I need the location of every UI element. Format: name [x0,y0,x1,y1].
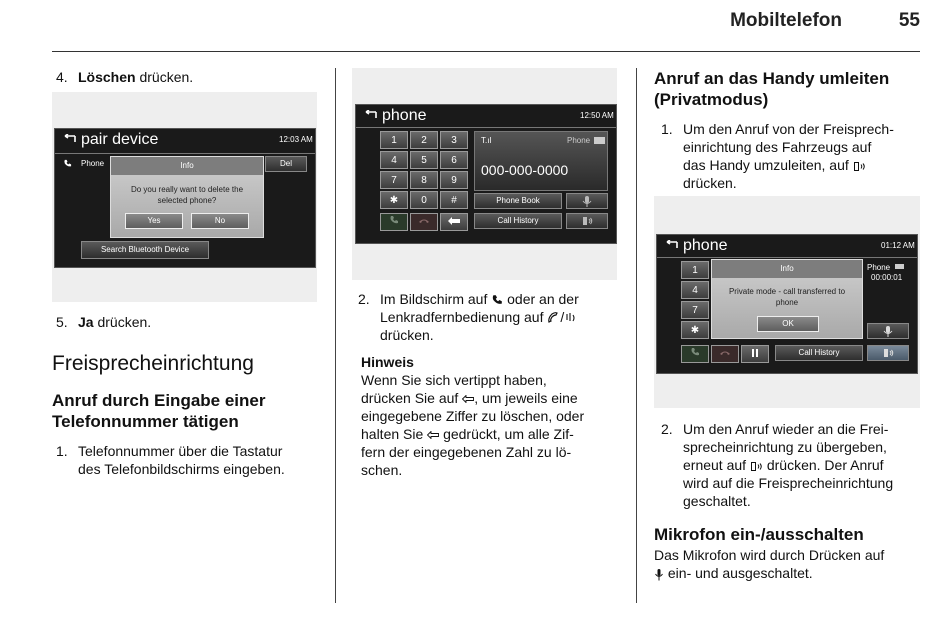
key-8[interactable]: 8 [410,171,438,189]
screen-title: phone [683,237,728,254]
steering-voice-icon [564,312,577,324]
key-0[interactable]: 0 [410,191,438,209]
column-divider-right [636,68,637,603]
pause-key[interactable] [741,345,769,363]
c3-step-1-line1: 1. Um den Anruf von der Freisprech- [661,121,894,137]
private-mode-button-active[interactable] [867,345,909,361]
c3-step-2-line2: sprecheinrichtung zu übergeben, [683,439,887,455]
end-call-key[interactable] [410,213,438,231]
phone-status: Phone [567,136,591,145]
backspace-icon [462,395,474,403]
handset-transfer-icon [853,161,866,172]
c3-step-1-line4: drücken. [683,175,737,191]
running-header-title: Mobiltelefon [730,10,842,31]
backspace-icon [427,431,439,439]
call-key[interactable] [681,345,709,363]
subheading-mikrofon: Mikrofon ein-/ausschalten [654,525,864,544]
phone-handset-icon [491,294,503,306]
backspace-key[interactable] [440,213,468,231]
page-number: 55 [898,10,920,31]
column-divider-left [335,68,336,603]
back-arrow-icon [663,240,679,250]
call-info-panel [474,131,608,191]
handset-transfer-icon [581,216,593,226]
dialog-message-line2: selected phone? [157,196,217,205]
call-history-button[interactable]: Call History [775,345,863,361]
c3-step-2-line4: wird auf die Freisprecheinrichtung [683,475,894,491]
steering-phone-icon [547,312,560,324]
battery-icon [895,264,904,269]
signal-indicator: T.ıl [481,136,492,145]
microphone-icon [654,568,664,581]
end-call-key[interactable] [711,345,739,363]
end-call-icon [719,349,731,357]
screen-time: 12:03 AM [279,135,313,144]
dialog-message-line1: Private mode - call transferred to [728,287,846,296]
screen-time: 01:12 AM [881,241,915,250]
header-rule [52,51,920,52]
step-4: 4. Löschen drücken. [56,69,194,85]
note-title: Hinweis [361,354,414,370]
dialog-message-line1: Do you really want to delete the [130,185,244,194]
microphone-icon [883,325,893,337]
end-call-icon [418,217,430,225]
step-2-line1: 2. Im Bildschirm auf oder an der [358,291,579,307]
private-mode-screen [656,234,918,374]
back-arrow-icon [362,110,378,120]
key-1[interactable]: 1 [380,131,408,149]
pause-icon [751,349,759,357]
mute-mic-button[interactable] [566,193,608,209]
step-2-line3: drücken. [380,327,434,343]
search-bluetooth-button[interactable]: Search Bluetooth Device [81,241,209,259]
mic-line2: ein- und ausgeschaltet. [654,564,813,582]
subheading-line1: Anruf durch Eingabe einer [52,391,266,410]
private-mode-button[interactable] [566,213,608,229]
c3-step-1-line2: einrichtung des Fahrzeugs auf [683,139,872,155]
section-heading-line1: Anruf an das Handy umleiten [654,69,890,88]
key-9[interactable]: 9 [440,171,468,189]
back-arrow-icon [61,134,77,144]
title-divider [55,153,315,154]
key-1[interactable]: 1 [681,261,709,279]
step-1-line1: 1. Telefonnummer über die Tastatur [56,443,283,459]
call-icon [690,347,700,357]
key-7[interactable]: 7 [681,301,709,319]
key-star[interactable]: ✱ [380,191,408,209]
step-2-line2: Lenkradfernbedienung auf / [358,308,577,326]
step-5: 5. Ja drücken. [56,314,152,330]
no-button[interactable]: No [191,213,249,229]
key-5[interactable]: 5 [410,151,438,169]
yes-button[interactable]: Yes [125,213,183,229]
ok-button[interactable]: OK [757,316,819,332]
key-3[interactable]: 3 [440,131,468,149]
battery-icon [594,137,605,144]
phone-label: Phone [81,159,105,168]
key-7[interactable]: 7 [380,171,408,189]
screen-title: pair device [81,131,159,148]
microphone-icon [582,195,592,207]
info-dialog [110,156,264,238]
info-dialog [711,259,863,339]
c3-step-2-line5: geschaltet. [683,493,751,509]
screen-title: phone [382,107,427,124]
call-icon [389,215,399,225]
figure-private-mode [654,196,920,408]
call-history-button[interactable]: Call History [474,213,562,229]
mute-mic-button[interactable] [867,323,909,339]
key-hash[interactable]: # [440,191,468,209]
c3-step-2-line3: erneut auf drücken. Der Anruf [683,457,884,473]
c3-step-2-line1: 2. Um den Anruf wieder an die Frei- [661,421,889,437]
backspace-icon [448,217,460,225]
phone-keypad-screen [355,104,617,244]
note-line2: drücken Sie auf , um jeweils eine [361,390,578,406]
title-divider [356,127,616,128]
note-line6: schen. [361,462,403,478]
subheading-line2: Telefonnummer tätigen [52,412,239,431]
mic-line1: Das Mikrofon wird durch Drücken auf [654,547,885,563]
phone-status: Phone [867,263,891,272]
figure-phone-keypad [352,68,617,280]
step-1-line2: des Telefonbildschirms eingeben. [78,461,285,477]
note-line4: halten Sie gedrückt, um alle Zif- [361,426,574,442]
key-4[interactable]: 4 [681,281,709,299]
key-star[interactable]: ✱ [681,321,709,339]
section-heading-line2: (Privatmodus) [654,90,769,109]
c3-step-1-line3: das Handy umzuleiten, auf [661,156,866,174]
phone-icon [63,159,72,168]
key-6[interactable]: 6 [440,151,468,169]
screen-time: 12:50 AM [580,111,614,120]
dialog-message-line2: phone [775,298,799,307]
dialog-title: Info [111,157,263,175]
note-line3: eingegebene Ziffer zu löschen, oder [361,408,585,424]
section-heading-freisprech: Freisprecheinrichtung [52,352,254,375]
phone-book-button[interactable]: Phone Book [474,193,562,209]
pair-device-screen [54,128,316,268]
call-key[interactable] [380,213,408,231]
title-divider [657,257,917,258]
handset-transfer-icon [882,348,894,358]
figure-pair-device [52,92,317,302]
note-line1: Wenn Sie sich vertippt haben, [361,372,547,388]
dialog-title: Info [712,260,862,278]
call-timer: 00:00:01 [871,273,903,282]
handset-transfer-icon [750,461,763,472]
note-line5: fern der eingegebenen Zahl zu lö- [361,444,572,460]
key-4[interactable]: 4 [380,151,408,169]
del-button[interactable]: Del [265,156,307,172]
dialed-number: 000-000-0000 [481,162,569,178]
key-2[interactable]: 2 [410,131,438,149]
